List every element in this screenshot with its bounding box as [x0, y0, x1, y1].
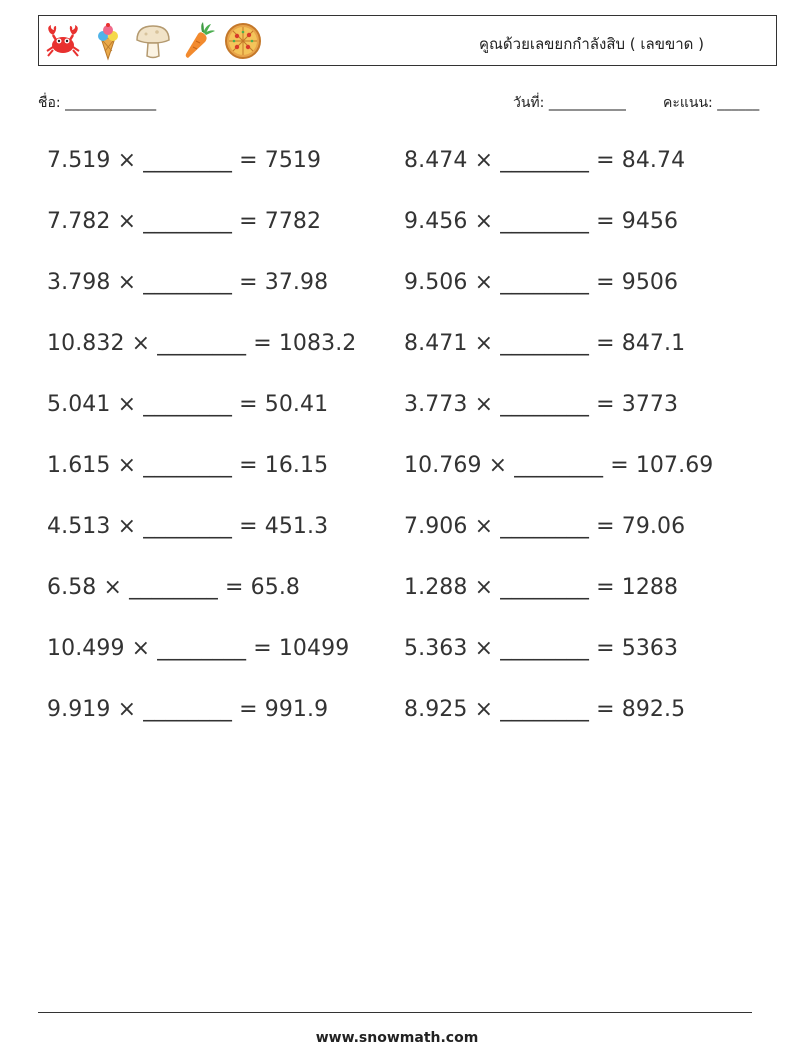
problem-left-3: 3.798 × ________ = 37.98	[47, 270, 329, 295]
problem-left-1: 7.519 × ________ = 7519	[47, 148, 322, 173]
pizza-icon	[223, 21, 263, 61]
worksheet-header	[38, 15, 777, 66]
problem-right-9: 5.363 × ________ = 5363	[404, 636, 679, 661]
footer-url: www.snowmath.com	[315, 1030, 479, 1046]
carrot-icon	[178, 21, 218, 61]
problem-left-4: 10.832 × ________ = 1083.2	[47, 331, 357, 356]
name-field: ชื่อ: _____________	[38, 95, 157, 111]
crab-icon	[43, 21, 83, 61]
problem-left-8: 6.58 × ________ = 65.8	[47, 575, 301, 600]
problem-right-2: 9.456 × ________ = 9456	[404, 209, 679, 234]
problem-right-6: 10.769 × ________ = 107.69	[404, 453, 714, 478]
problem-left-6: 1.615 × ________ = 16.15	[47, 453, 329, 478]
header-icons	[43, 21, 268, 61]
problem-right-1: 8.474 × ________ = 84.74	[404, 148, 686, 173]
score-field: คะแนน: ______	[663, 95, 760, 111]
ice-cream-icon	[88, 21, 128, 61]
mushroom-icon	[133, 21, 173, 61]
problem-left-10: 9.919 × ________ = 991.9	[47, 697, 329, 722]
date-field: วันที่: ___________	[513, 95, 626, 111]
problem-left-7: 4.513 × ________ = 451.3	[47, 514, 329, 539]
problem-right-8: 1.288 × ________ = 1288	[404, 575, 679, 600]
problem-left-9: 10.499 × ________ = 10499	[47, 636, 350, 661]
problem-left-2: 7.782 × ________ = 7782	[47, 209, 322, 234]
problem-right-7: 7.906 × ________ = 79.06	[404, 514, 686, 539]
footer-divider	[38, 1012, 752, 1013]
problem-right-5: 3.773 × ________ = 3773	[404, 392, 679, 417]
problem-right-4: 8.471 × ________ = 847.1	[404, 331, 686, 356]
problem-left-5: 5.041 × ________ = 50.41	[47, 392, 329, 417]
problem-right-3: 9.506 × ________ = 9506	[404, 270, 679, 295]
problem-right-10: 8.925 × ________ = 892.5	[404, 697, 686, 722]
worksheet-title: คูณด้วยเลขยกกำลังสิบ ( เลขขาด )	[478, 35, 704, 53]
